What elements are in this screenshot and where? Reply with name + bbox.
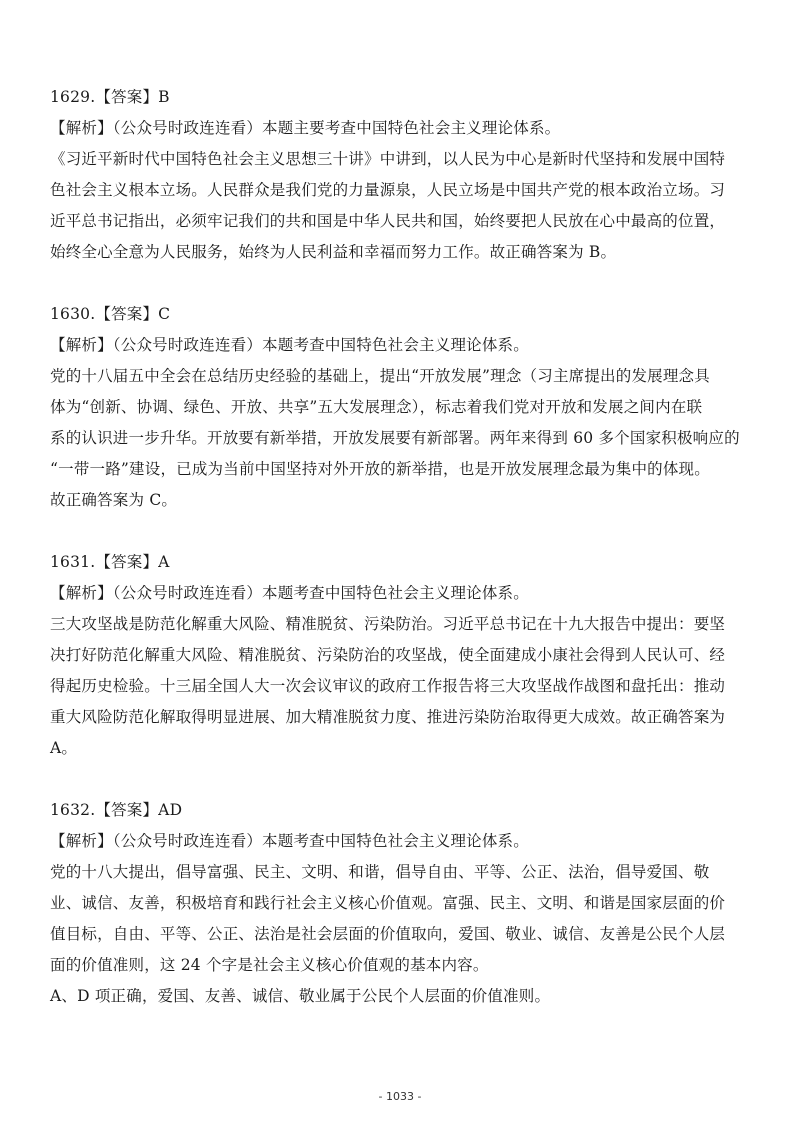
analysis-line: “一带一路”建设，已成为当前中国坚持对外开放的新举措，也是开放发展理念最为集中的体现。 [50, 460, 710, 478]
document-body [50, 82, 762, 1043]
answer-line: 1632.【答案】AD [50, 801, 183, 819]
analysis-line: 重大风险防范化解取得明显进展、加大精准脱贫力度、推进污染防治取得更大成效。故正确答案为 [50, 708, 726, 726]
analysis-line: 党的十八大提出，倡导富强、民主、文明、和谐，倡导自由、平等、公正、法治，倡导爱国、敬 [50, 863, 710, 881]
answer-line: 1629.【答案】B [50, 88, 170, 106]
analysis-line: 得起历史检验。十三届全国人大一次会议审议的政府工作报告将三大攻坚战作战图和盘托出：推动 [50, 677, 726, 695]
question-1632-entry [50, 795, 762, 1012]
analysis-line: 三大攻坚战是防范化解重大风险、精准脱贫、污染防治。习近平总书记在十九大报告中提出：要坚 [50, 615, 726, 633]
analysis-line: 党的十八届五中全会在总结历史经验的基础上，提出“开放发展”理念（习主席提出的发展理念具 [50, 367, 710, 385]
analysis-line: 业、诚信、友善，积极培育和践行社会主义核心价值观。富强、民主、文明、和谐是国家层面的价 [50, 894, 726, 912]
answer-line: 1631.【答案】A [50, 553, 170, 571]
analysis-line: 决打好防范化解重大风险、精准脱贫、污染防治的攻坚战，使全面建成小康社会得到人民认可、经 [50, 646, 726, 664]
analysis-line: 【解析】（公众号时政连连看）本题考查中国特色社会主义理论体系。 [50, 584, 529, 602]
analysis-line: A、D 项正确，爱国、友善、诚信、敬业属于公民个人层面的价值准则。 [50, 987, 551, 1005]
analysis-line: 面的价值准则，这 24 个字是社会主义核心价值观的基本内容。 [50, 956, 489, 974]
page-number: - 1033 - [378, 1090, 422, 1103]
analysis-line: 《习近平新时代中国特色社会主义思想三十讲》中讲到，以人民为中心是新时代坚持和发展中国特 [50, 150, 726, 168]
analysis-line: 【解析】（公众号时政连连看）本题考查中国特色社会主义理论体系。 [50, 832, 529, 850]
analysis-line: 始终全心全意为人民服务，始终为人民利益和幸福而努力工作。故正确答案为 B。 [50, 243, 617, 261]
analysis-line: 体为“创新、协调、绿色、开放、共享”五大发展理念），标志着我们党对开放和发展之间内在联 [50, 398, 703, 416]
question-1629-entry [50, 82, 762, 268]
question-1630-entry [50, 299, 762, 516]
answer-line: 1630.【答案】C [50, 305, 171, 323]
analysis-line: 【解析】（公众号时政连连看）本题考查中国特色社会主义理论体系。 [50, 336, 529, 354]
analysis-line: 值目标，自由、平等、公正、法治是社会层面的价值取向，爱国、敬业、诚信、友善是公民个人层 [50, 925, 726, 943]
analysis-line: 故正确答案为 C。 [50, 491, 178, 509]
analysis-line: 【解析】（公众号时政连连看）本题主要考查中国特色社会主义理论体系。 [50, 119, 561, 137]
analysis-line: 系的认识进一步升华。开放要有新举措，开放发展要有新部署。两年来得到 60 多个国家积极响应的 [50, 429, 740, 447]
analysis-line: 色社会主义根本立场。人民群众是我们党的力量源泉，人民立场是中国共产党的根本政治立场。习 [50, 181, 726, 199]
analysis-line: A。 [50, 739, 78, 757]
question-1631-entry [50, 547, 762, 764]
analysis-line: 近平总书记指出，必须牢记我们的共和国是中华人民共和国，始终要把人民放在心中最高的位置， [50, 212, 726, 230]
